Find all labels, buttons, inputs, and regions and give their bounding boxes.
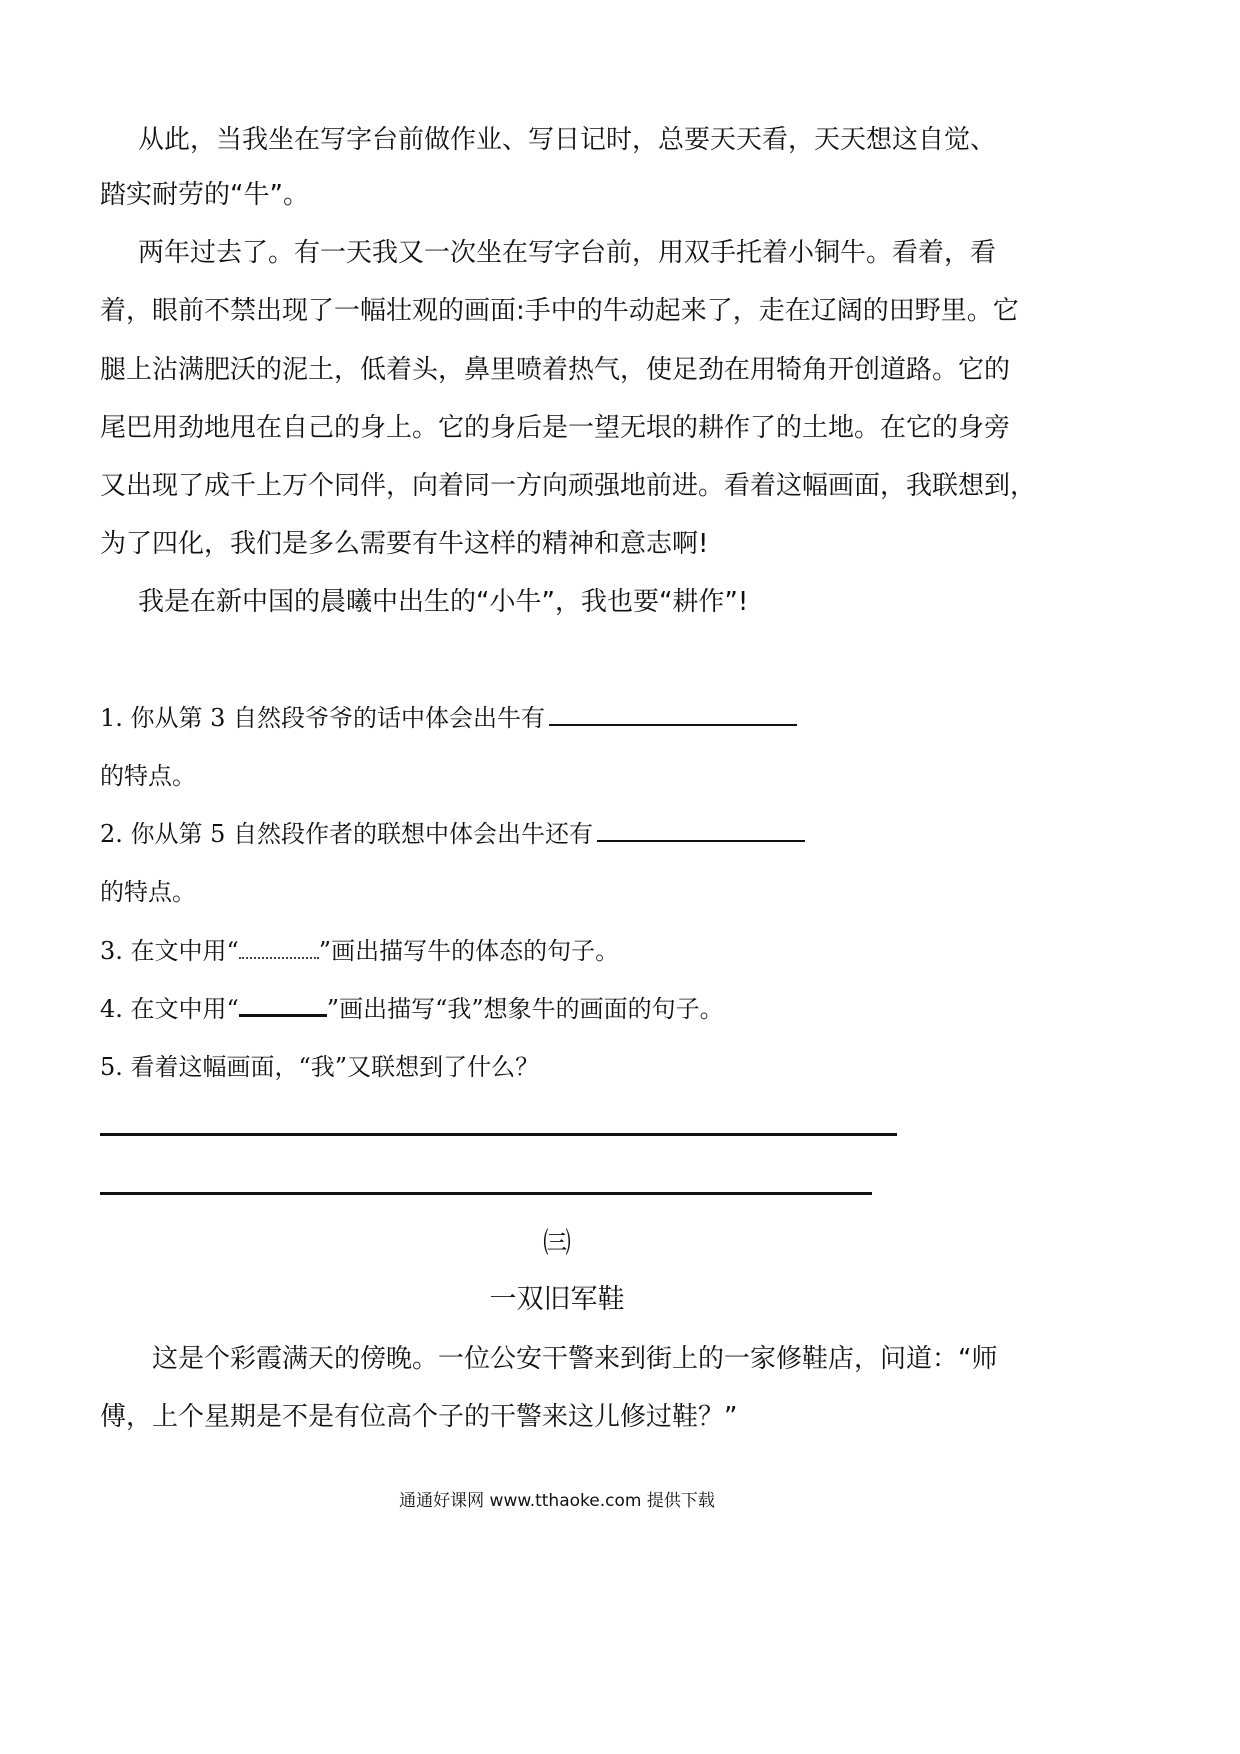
passage-line-2: 踏实耐劳的“牛”。 [100, 180, 309, 210]
section-title-text: 一双旧军鞋 [489, 1284, 625, 1315]
passage-line-8: 为了四化，我们是多么需要有牛这样的精神和意志啊! [100, 529, 709, 559]
question-2 [100, 814, 805, 854]
question-4-after: ”画出描写“我”想象牛的画面的句子。 [326, 995, 724, 1023]
question-5-answer-line-1[interactable] [100, 1133, 897, 1136]
footer-label: 通通好课网 www.tthaoke.com 提供下载 [399, 1491, 715, 1511]
section-number-text: ㈢ [542, 1226, 571, 1259]
passage-line-6: 尾巴用劲地甩在自己的身上。它的身后是一望无垠的耕作了的土地。在它的身旁 [100, 413, 1011, 443]
passage-line-3: 两年过去了。有一天我又一次坐在写字台前，用双手托着小铜牛。看着，看 [138, 238, 997, 268]
question-2-tail: 的特点。 [100, 878, 196, 906]
question-3 [100, 931, 619, 971]
passage-line-7: 又出现了成千上万个同伴，向着同一方向顽强地前进。看着这幅画面，我联想到， [100, 471, 1037, 501]
section-number [0, 1223, 1240, 1263]
question-4 [100, 989, 724, 1029]
passage-line-5: 腿上沾满肥沃的泥土，低着头，鼻里喷着热气，使足劲在用犄角开创道路。它的 [100, 355, 1011, 385]
question-1-tail: 的特点。 [100, 762, 196, 790]
question-2-text: 2. 你从第 5 自然段作者的联想中体会出牛还有 [100, 820, 594, 848]
wavy-underline-sample [239, 941, 319, 959]
question-4-before: 4. 在文中用“ [100, 995, 239, 1023]
question-2-answer-blank[interactable] [597, 818, 805, 842]
solid-underline-sample [239, 998, 327, 1017]
passage-line-1: 从此，当我坐在写字台前做作业、写日记时，总要天天看，天天想这自觉、 [138, 125, 997, 155]
question-1-text: 1. 你从第 3 自然段爷爷的话中体会出牛有 [100, 704, 546, 732]
passage-line-9: 我是在新中国的晨曦中出生的“小牛”，我也要“耕作”! [138, 587, 749, 617]
question-1-answer-blank[interactable] [549, 702, 797, 726]
section-title [0, 1280, 1240, 1320]
question-3-before: 3. 在文中用“ [100, 937, 239, 965]
passage-line-4: 着，眼前不禁出现了一幅壮观的画面:手中的牛动起来了，走在辽阔的田野里。它 [100, 296, 1019, 326]
question-3-after: ”画出描写牛的体态的句子。 [318, 937, 620, 965]
section3-line-2: 傅，上个星期是不是有位高个子的干警来这儿修过鞋？” [100, 1402, 738, 1432]
question-5: 5. 看着这幅画面，“我”又联想到了什么？ [100, 1053, 540, 1081]
section3-line-1: 这是个彩霞满天的傍晚。一位公安干警来到街上的一家修鞋店，问道：“师 [152, 1344, 998, 1374]
question-5-answer-line-2[interactable] [100, 1192, 872, 1195]
footer-text [0, 1486, 1240, 1511]
question-1 [100, 698, 797, 738]
